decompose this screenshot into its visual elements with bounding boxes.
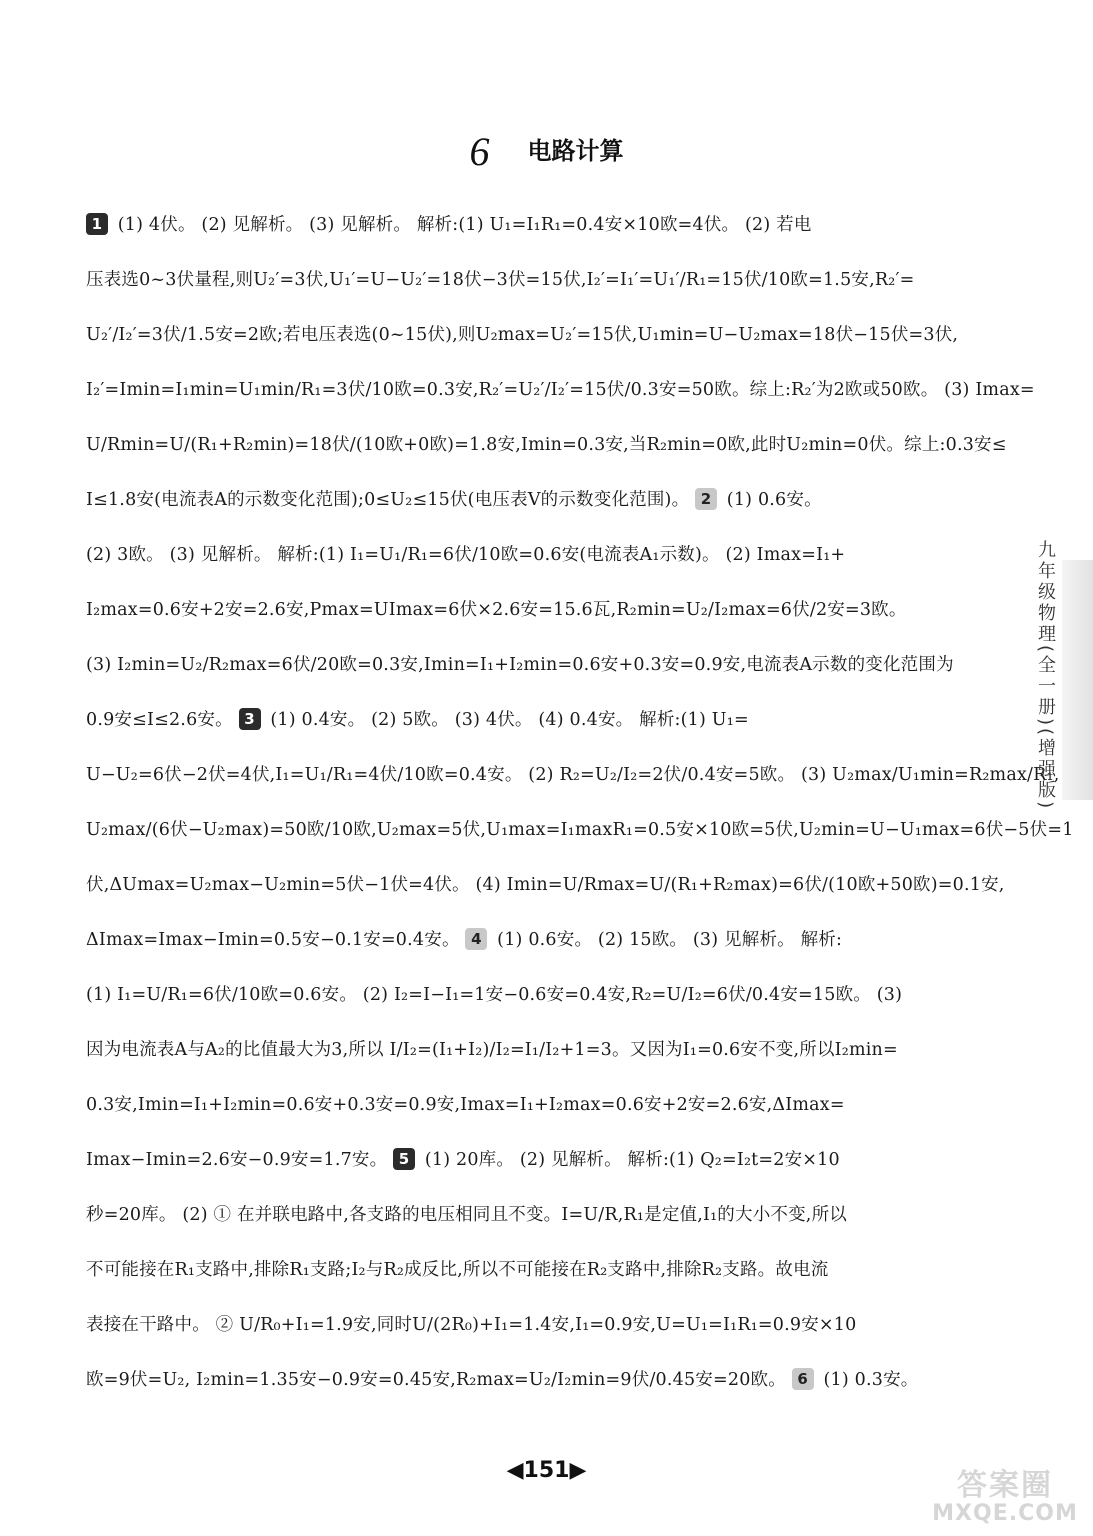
side-tab-bar [1062,560,1093,800]
text-line: U₂max/(6伏−U₂max)=50欧/10欧,U₂max=5伏,U₁max=I₁maxR₁=0.5安×10欧=5伏,U₂min=U−U₁max=6伏−5伏=1 [86,820,1074,840]
text-line: (1) I₁=U/R₁=6伏/10欧=0.6安。 (2) I₂=I−I₁=1安−0.6安=0.4安,R₂=U/I₂=6伏/0.4安=15欧。 (3) [86,985,903,1005]
text-line: Imax−Imin=2.6安−0.9安=1.7安。 5 (1) 20库。 (2) 见解析。 解析:(1) Q₂=I₂t=2安×10 [86,1150,840,1170]
text-line: 压表选0~3伏量程,则U₂′=3伏,U₁′=U−U₂′=18伏−3伏=15伏,I₂′=I₁′=U₁′/R₁=15伏/10欧=1.5安,R₂′= [86,270,915,290]
watermark-logo [925,1470,1085,1530]
text-line: 1 (1) 4伏。 (2) 见解析。 (3) 见解析。 解析:(1) U₁=I₁R₁=0.4安×10欧=4伏。 (2) 若电 [86,205,966,260]
text-line: I≤1.8安(电流表A的示数变化范围);0≤U₂≤15伏(电压表V的示数变化范围)。 2 (1) 0.6安。 [86,490,822,510]
question-number-badge: 4 [465,928,487,950]
text-line: 不可能接在R₁支路中,排除R₁支路;I₂与R₂成反比,所以不可能接在R₂支路中,排除R₂支路。故电流 [86,1260,829,1280]
text-line: 欧=9伏=U₂, I₂min=1.35安−0.9安=0.45安,R₂max=U₂/I₂min=9伏/0.45安=20欧。 6 (1) 0.3安。 [86,1370,919,1390]
watermark-top: 答案圈 [957,1468,1053,1503]
chapter-title: 电路计算 [527,137,624,165]
text-line: U/Rmin=U/(R₁+R₂min)=18伏/(10欧+0欧)=1.8安,Imin=0.3安,当R₂min=0欧,此时U₂min=0伏。综上:0.3安≤ [86,435,1007,455]
text-line: 0.3安,Imin=I₁+I₂min=0.6安+0.3安=0.9安,Imax=I₁+I₂max=0.6安+2安=2.6安,ΔImax= [86,1095,845,1115]
question-number-badge: 6 [792,1368,814,1390]
page-number: ◀151▶ [506,1458,587,1483]
text-line: 秒=20库。 (2) ① 在并联电路中,各支路的电压相同且不变。I=U/R,R₁是定值,I₁的大小不变,所以 [86,1205,847,1225]
text-line: 表接在干路中。 ② U/R₀+I₁=1.9安,同时U/(2R₀)+I₁=1.4安,I₁=0.9安,U=U₁=I₁R₁=0.9安×10 [86,1315,857,1335]
text-line: 0.9安≤I≤2.6安。 3 (1) 0.4安。 (2) 5欧。 (3) 4伏。 (4) 0.4安。 解析:(1) U₁= [86,710,749,730]
text-line: (2) 3欧。 (3) 见解析。 解析:(1) I₁=U₁/R₁=6伏/10欧=0.6安(电流表A₁示数)。 (2) Imax=I₁+ [86,545,846,565]
text-line: 伏,ΔUmax=U₂max−U₂min=5伏−1伏=4伏。 (4) Imin=U/Rmax=U/(R₁+R₂max)=6伏/(10欧+50欧)=0.1安, [86,875,1005,895]
question-number-badge: 3 [239,708,261,730]
text-line: 因为电流表A与A₂的比值最大为3,所以 I/I₂=(I₁+I₂)/I₂=I₁/I₂+1=3。又因为I₁=0.6安不变,所以I₂min= [86,1040,898,1060]
chapter-number: 6 [469,129,490,174]
text-line: U₂′/I₂′=3伏/1.5安=2欧;若电压表选(0~15伏),则U₂max=U₂′=15伏,U₁min=U−U₂max=18伏−15伏=3伏, [86,325,959,345]
text-line: I₂max=0.6安+2安=2.6安,Pmax=UImax=6伏×2.6安=15.6瓦,R₂min=U₂/I₂max=6伏/2安=3欧。 [86,600,907,620]
page-title [0,128,1093,175]
watermark-bottom: MXQE.COM [932,1501,1078,1526]
text-line: ΔImax=Imax−Imin=0.5安−0.1安=0.4安。 4 (1) 0.6安。 (2) 15欧。 (3) 见解析。 解析: [86,930,843,950]
question-number-badge: 2 [695,488,717,510]
question-number-badge: 5 [393,1148,415,1170]
side-book-title: 九年级物理(全一册)(增强版) [1035,540,1056,812]
text-line: (3) I₂min=U₂/R₂max=6伏/20欧=0.3安,Imin=I₁+I₂min=0.6安+0.3安=0.9安,电流表A示数的变化范围为 [86,655,954,675]
text-line: I₂′=Imin=I₁min=U₁min/R₁=3伏/10欧=0.3安,R₂′=U₂′/I₂′=15伏/0.3安=50欧。综上:R₂′为2欧或50欧。 (3) Imax= [86,380,1035,400]
text-line: U−U₂=6伏−2伏=4伏,I₁=U₁/R₁=4伏/10欧=0.4安。 (2) R₂=U₂/I₂=2伏/0.4安=5欧。 (3) U₂max/U₁min=R₂max/R₁, [86,765,1060,785]
question-number-badge: 1 [86,213,108,235]
